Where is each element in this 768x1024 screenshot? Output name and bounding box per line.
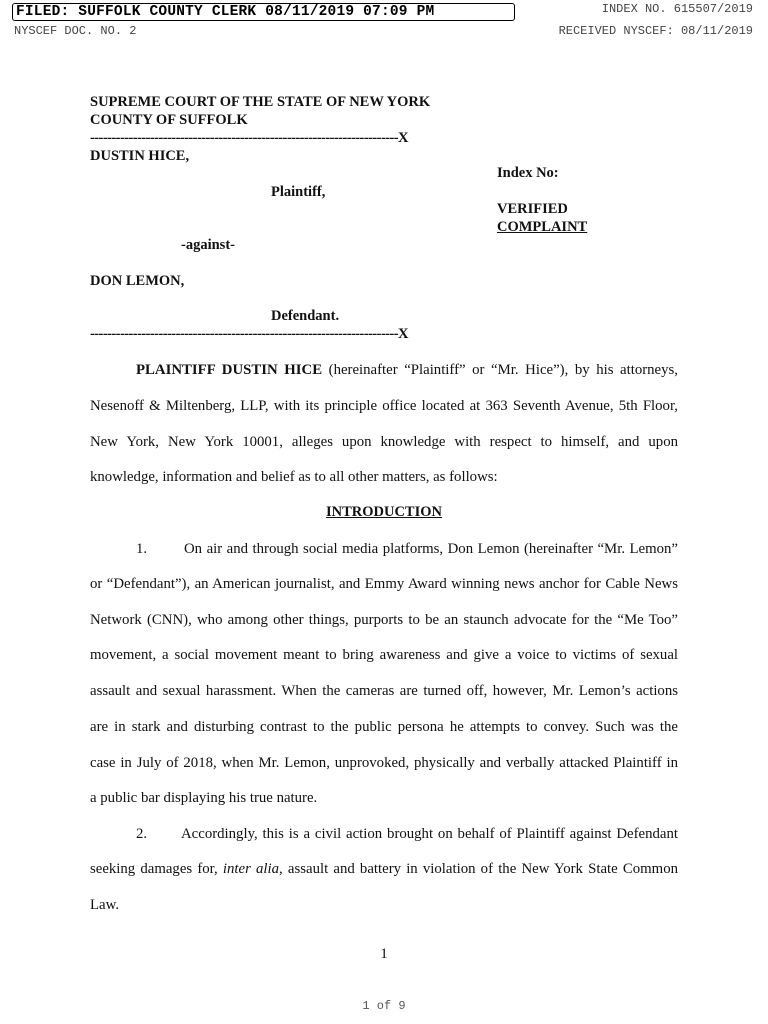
nyscef-doc-number: NYSCEF DOC. NO. 2 [14,24,137,38]
caption-divider-top: ------------------------------------------------------------------------X [90,130,408,146]
intro-line-1-rest: (hereinafter “Plaintiff” or “Mr. Hice”), by his attorneys, [322,362,678,378]
document-title-line1: VERIFIED [497,201,568,217]
para2-line-2 [90,861,678,878]
para2-line-3: Law. [90,897,120,913]
intro-line-2: Nesenoff & Miltenberg, LLP, with its principle office located at 363 Seventh Avenue, 5th Floor, [90,398,678,414]
defendant-role: Defendant. [271,308,340,324]
county-name: COUNTY OF SUFFOLK [90,112,248,128]
received-date: RECEIVED NYSCEF: 08/11/2019 [558,24,753,38]
intro-line-3: New York, New York 10001, alleges upon knowledge with respect to himself, and upon [90,434,678,450]
plaintiff-role: Plaintiff, [271,184,326,200]
para1-line: or “Defendant”), an American journalist, and Emmy Award winning news anchor for Cable News [90,576,678,592]
para2-line-2-post: , assault and battery in violation of the New York State Common [279,861,678,877]
para1-line: On air and through social media platforms, Don Lemon (hereinafter “Mr. Lemon” [184,541,678,557]
plaintiff-name: DUSTIN HICE, [90,148,190,164]
index-no-label: Index No: [497,165,559,181]
para1-line: movement, a social movement meant to bring awareness and give a voice to victims of sexual [90,647,678,663]
filed-stamp: FILED: SUFFOLK COUNTY CLERK 08/11/2019 07:09 PM [12,3,515,21]
intro-line-1 [136,362,678,379]
page-number: 1 [380,946,388,962]
para2-line-1: Accordingly, this is a civil action brought on behalf of Plaintiff against Defendant [181,826,678,842]
section-heading: INTRODUCTION [325,504,442,520]
against-label: -against- [181,237,235,253]
para1-number: 1. [136,541,148,557]
plaintiff-lead: PLAINTIFF DUSTIN HICE [136,362,323,378]
caption-divider-bottom: ------------------------------------------------------------------------X [90,326,408,342]
para1-line: a public bar displaying his true nature. [90,790,318,806]
para1-line: Network (CNN), who among other things, purports to be an staunch advocate for the “Me Too” [90,612,678,628]
para1-line: assault and sexual harassment. When the cameras are turned off, however, Mr. Lemon’s actions [90,683,678,699]
para2-line-2-pre: seeking damages for, [90,861,223,877]
para2-number: 2. [136,826,148,842]
inter-alia-phrase: inter alia [222,861,280,877]
page-footer: 1 of 9 [362,999,406,1013]
defendant-name: DON LEMON, [90,273,185,289]
court-name: SUPREME COURT OF THE STATE OF NEW YORK [90,94,431,110]
para1-line: are in stark and disturbing contrast to the public persona he attempts to convey. Such was the [90,719,678,735]
document-title-line2: COMPLAINT [497,219,588,235]
index-number: INDEX NO. 615507/2019 [601,2,753,16]
intro-line-4: knowledge, information and belief as to all other matters, as follows: [90,469,498,485]
para1-line: case in July of 2018, when Mr. Lemon, unprovoked, physically and verbally attacked Plaintiff in [90,755,678,771]
